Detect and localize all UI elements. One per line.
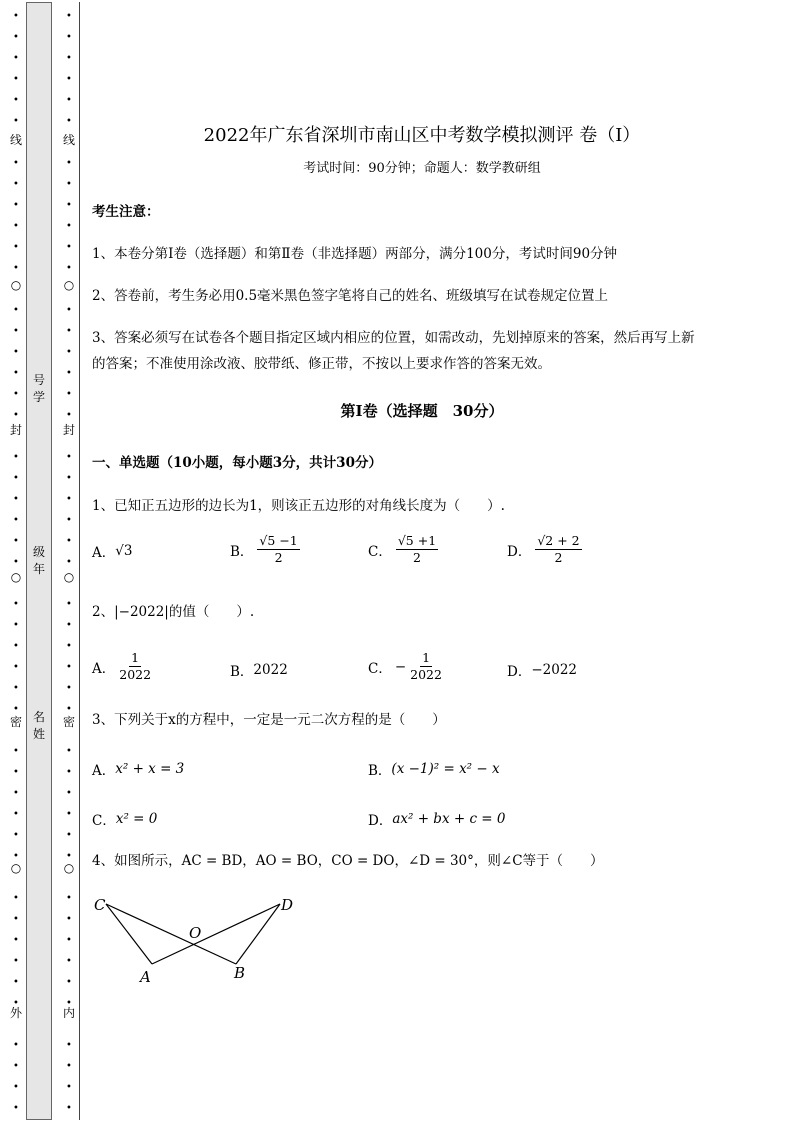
q2-option-c[interactable]: [368, 650, 442, 683]
binding-dot: •: [66, 368, 72, 379]
binding-dot: •: [66, 158, 72, 169]
binding-dot: •: [66, 515, 72, 526]
q1-b-numerator: √5 −1: [259, 533, 298, 548]
notice-item-3-cont: 的答案；不准使用涂改液、胶带纸、修正带，不按以上要求作答的答案无效。: [92, 356, 551, 372]
q2-option-b[interactable]: [230, 660, 288, 680]
q1-d-label: D．: [507, 543, 532, 560]
binding-dot: •: [13, 620, 19, 631]
binding-dot: •: [66, 767, 72, 778]
binding-dot: •: [13, 704, 19, 715]
binding-dot: •: [13, 830, 19, 841]
binding-dot: •: [13, 536, 19, 547]
grade-label-2: 年: [32, 562, 45, 576]
binding-dot: •: [66, 851, 72, 862]
q2-c-fraction: [410, 650, 442, 683]
q3-b-value: (x −1)² = x² − x: [391, 761, 500, 777]
q1-option-a[interactable]: [92, 541, 132, 561]
q1-a-label: A．: [92, 545, 116, 561]
binding-dot: •: [66, 935, 72, 946]
q1-d-fraction: [535, 533, 581, 566]
q1-a-value: √3: [115, 543, 133, 559]
binding-circle: ○: [63, 278, 75, 292]
binding-dot: •: [13, 599, 19, 610]
binding-dot: •: [66, 683, 72, 694]
binding-dot: •: [13, 935, 19, 946]
binding-dot: •: [13, 347, 19, 358]
binding-dot: •: [13, 557, 19, 568]
binding-dot: •: [66, 809, 72, 820]
binding-dot: •: [13, 1103, 19, 1114]
notice-item-1: 1、本卷分第I卷（选择题）和第Ⅱ卷（非选择题）两部分，满分100分，考试时间90分钟: [92, 246, 618, 262]
binding-dot: •: [66, 914, 72, 925]
binding-dot: •: [66, 1061, 72, 1072]
binding-margin: [0, 0, 82, 1123]
binding-dot: •: [66, 305, 72, 316]
label-C: C: [94, 896, 106, 914]
binding-dot: •: [13, 998, 19, 1009]
q2-a-fraction: [119, 650, 151, 683]
binding-dot: •: [13, 179, 19, 190]
q1-c-label: C．: [368, 543, 392, 560]
binding-circle: ○: [63, 570, 75, 584]
binding-dot: •: [13, 767, 19, 778]
name-label-2: 姓: [32, 727, 45, 741]
binding-dot: •: [66, 662, 72, 673]
binding-dot: •: [13, 914, 19, 925]
binding-dot: •: [66, 53, 72, 64]
q3-stem: 3、下列关于x的方程中，一定是一元二次方程的是（ ）: [92, 712, 446, 728]
binding-dot: •: [66, 956, 72, 967]
q1-b-fraction: [257, 533, 299, 566]
notice-heading: 考生注意：: [92, 204, 160, 220]
binding-dot: •: [66, 221, 72, 232]
student-id-label-2: 学: [32, 390, 45, 404]
binding-circle: ○: [10, 861, 22, 875]
binding-dot: •: [13, 515, 19, 526]
binding-circle: ○: [10, 278, 22, 292]
q1-option-b[interactable]: [230, 533, 300, 566]
q2-b-label: B．: [230, 664, 254, 680]
binding-dot: •: [66, 473, 72, 484]
binding-label: 封: [9, 423, 22, 437]
binding-dot: •: [66, 32, 72, 43]
label-O: O: [189, 924, 202, 942]
binding-dot: •: [66, 830, 72, 841]
notice-item-3: 3、答案必须写在试卷各个题目指定区域内相应的位置，如需改动，先划掉原来的答案，然后再写上新: [92, 330, 695, 346]
binding-circle: ○: [63, 861, 75, 875]
q1-b-denominator: 2: [274, 550, 283, 565]
binding-dot: •: [66, 557, 72, 568]
q2-c-denominator: 2022: [410, 667, 442, 682]
binding-dot: •: [66, 116, 72, 127]
binding-dot: •: [13, 242, 19, 253]
binding-dot: •: [66, 641, 72, 652]
binding-dot: •: [66, 263, 72, 274]
q3-a-value: x² + x = 3: [115, 761, 185, 777]
label-D: D: [281, 896, 294, 914]
q4-stem: 4、如图所示，AC = BD，AO = BO，CO = DO，∠D = 30°，则∠C等于（ ）: [92, 853, 604, 869]
binding-dot: •: [66, 1103, 72, 1114]
q2-c-sign: −: [394, 658, 407, 675]
binding-dot: •: [66, 11, 72, 22]
binding-dot: •: [66, 536, 72, 547]
grade-label-1: 级: [32, 545, 45, 559]
q3-b-label: B．: [368, 763, 392, 779]
q3-c-label: C．: [92, 813, 116, 829]
binding-dot: •: [66, 389, 72, 400]
name-field: [26, 709, 52, 743]
q2-stem: 2、|−2022|的值（ ）.: [92, 604, 255, 620]
binding-dot: •: [13, 893, 19, 904]
binding-dot: •: [13, 977, 19, 988]
q3-d-value: ax² + bx + c = 0: [392, 811, 506, 827]
binding-dot: •: [13, 95, 19, 106]
binding-dot: •: [13, 263, 19, 274]
binding-dot: •: [13, 389, 19, 400]
binding-label: 密: [62, 715, 75, 729]
binding-dot: •: [13, 305, 19, 316]
binding-dot: •: [13, 1082, 19, 1093]
binding-dot: •: [13, 32, 19, 43]
binding-dot: •: [66, 1040, 72, 1051]
exam-title: 2022年广东省深圳市南山区中考数学模拟测评 卷（Ⅰ）: [203, 125, 641, 146]
binding-dot: •: [13, 473, 19, 484]
q2-a-numerator: 1: [131, 650, 140, 665]
binding-dot: •: [13, 851, 19, 862]
binding-dot: •: [13, 158, 19, 169]
q2-option-a[interactable]: [92, 650, 151, 683]
binding-dot: •: [13, 11, 19, 22]
binding-dot: •: [13, 410, 19, 421]
binding-dot: •: [66, 179, 72, 190]
q4-figure: [92, 890, 312, 990]
q1-option-c[interactable]: [368, 533, 438, 566]
binding-dot: •: [13, 746, 19, 757]
student-id-field: [26, 372, 52, 406]
binding-dot: •: [13, 326, 19, 337]
q2-b-value: 2022: [253, 662, 288, 678]
binding-dot: •: [13, 956, 19, 967]
binding-label: 内: [62, 1006, 75, 1020]
q2-a-label: A．: [92, 660, 116, 677]
binding-dot: •: [66, 893, 72, 904]
grade-field: [26, 544, 52, 578]
q1-c-fraction: [396, 533, 438, 566]
binding-dot: •: [13, 683, 19, 694]
q1-option-d[interactable]: [507, 533, 582, 566]
binding-dot: •: [13, 221, 19, 232]
binding-dot: •: [13, 74, 19, 85]
binding-dot: •: [66, 788, 72, 799]
q1-c-numerator: √5 +1: [397, 533, 437, 548]
q1-d-denominator: 2: [554, 550, 563, 565]
binding-label: 线: [62, 133, 75, 147]
q2-a-denominator: 2022: [119, 667, 152, 682]
binding-dot: •: [66, 242, 72, 253]
segment-CA: [106, 904, 152, 964]
q3-option-a[interactable]: [92, 759, 184, 779]
binding-dot: •: [66, 620, 72, 631]
binding-dot: •: [13, 200, 19, 211]
q2-d-label: D．: [507, 664, 532, 680]
q1-d-numerator: √2 + 2: [537, 533, 580, 548]
label-B: B: [234, 964, 246, 982]
binding-dot: •: [13, 1040, 19, 1051]
binding-dot: •: [13, 452, 19, 463]
label-A: A: [140, 968, 151, 986]
q2-option-d[interactable]: [507, 660, 577, 680]
student-id-label-1: 号: [32, 373, 45, 387]
binding-dot: •: [66, 95, 72, 106]
binding-dot: •: [66, 410, 72, 421]
binding-label: 封: [62, 423, 75, 437]
q3-option-b[interactable]: [368, 759, 500, 779]
q3-a-label: A．: [92, 763, 116, 779]
binding-label: 密: [9, 715, 22, 729]
q1-b-label: B．: [230, 543, 254, 560]
binding-dot: •: [66, 977, 72, 988]
q2-c-label: C．: [368, 660, 392, 677]
binding-dot: •: [13, 809, 19, 820]
notice-item-2: 2、答卷前，考生务必用0.5毫米黑色签字笔将自己的姓名、班级填写在试卷规定位置上: [92, 288, 609, 304]
binding-dot: •: [13, 1061, 19, 1072]
q1-c-denominator: 2: [413, 550, 421, 565]
binding-dot: •: [66, 599, 72, 610]
binding-dot: •: [13, 494, 19, 505]
exam-subtitle: 考试时间：90分钟；命题人：数学教研组: [303, 161, 541, 176]
binding-dot: •: [66, 998, 72, 1009]
q3-option-d[interactable]: [368, 809, 506, 829]
q2-d-value: −2022: [531, 662, 577, 678]
part-heading: 一、单选题（10小题，每小题3分，共计30分）: [92, 455, 382, 471]
binding-dot: •: [66, 326, 72, 337]
q3-option-c[interactable]: [92, 809, 157, 829]
section-title: 第Ⅰ卷（选择题 30分）: [340, 402, 504, 420]
binding-dot: •: [66, 746, 72, 757]
segment-DB: [236, 904, 280, 964]
binding-dot: •: [66, 347, 72, 358]
binding-dot: •: [13, 53, 19, 64]
q3-c-value: x² = 0: [115, 811, 158, 827]
binding-label: 线: [9, 133, 22, 147]
binding-circle: ○: [10, 570, 22, 584]
binding-dot: •: [66, 452, 72, 463]
binding-dot: •: [66, 704, 72, 715]
binding-label: 外: [9, 1006, 22, 1020]
binding-dot: •: [66, 1082, 72, 1093]
q2-c-numerator: 1: [422, 650, 431, 665]
binding-dot: •: [66, 200, 72, 211]
q3-d-label: D．: [368, 813, 393, 829]
q1-stem: 1、已知正五边形的边长为1，则该正五边形的对角线长度为（ ）.: [92, 498, 505, 514]
binding-dot: •: [13, 662, 19, 673]
binding-dot: •: [13, 368, 19, 379]
binding-dot: •: [13, 116, 19, 127]
binding-dot: •: [13, 788, 19, 799]
binding-dot: •: [66, 494, 72, 505]
binding-dot: •: [66, 74, 72, 85]
name-label-1: 名: [32, 710, 45, 724]
binding-rule: [79, 2, 80, 1120]
binding-dot: •: [13, 641, 19, 652]
